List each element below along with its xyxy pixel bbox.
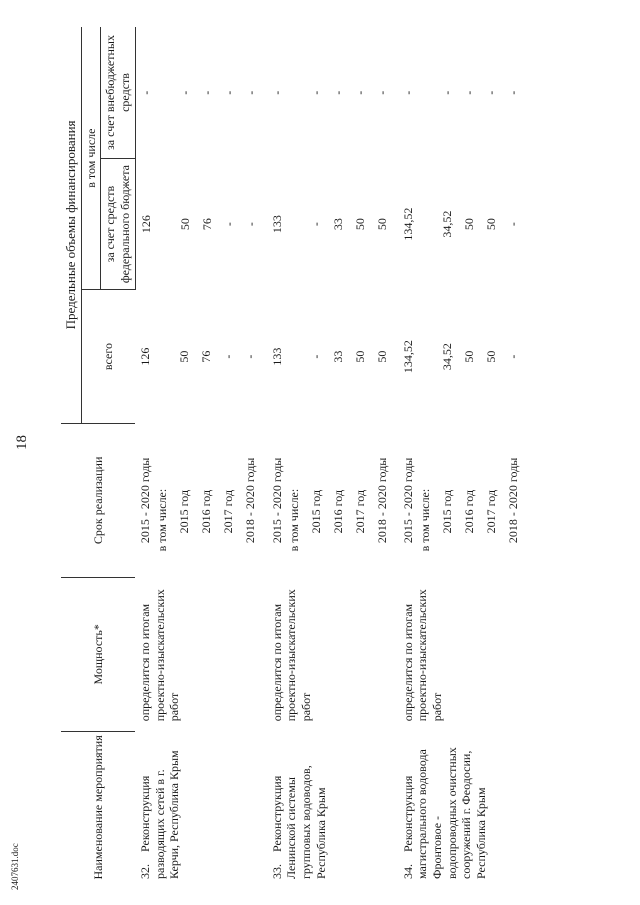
total-value: - bbox=[308, 354, 323, 359]
period-line: 2018 - 2020 годы bbox=[243, 457, 258, 544]
rotated-page-content bbox=[61, 27, 583, 883]
row-capacity-cell bbox=[267, 577, 398, 731]
total-value bbox=[155, 294, 177, 420]
row-federal-cell bbox=[398, 158, 534, 289]
extra-value bbox=[156, 31, 178, 154]
row-number: 34. bbox=[400, 864, 415, 879]
federal-value: 50 bbox=[177, 218, 192, 231]
row-number: 33. bbox=[269, 864, 284, 879]
period-line: 2015 - 2020 годы bbox=[138, 457, 153, 544]
period-line: 2015 год bbox=[177, 489, 192, 534]
federal-value: 126 bbox=[138, 215, 153, 234]
extra-value: - bbox=[199, 90, 214, 95]
federal-value bbox=[287, 162, 309, 285]
total-value: 34,52 bbox=[439, 343, 454, 371]
row-capacity-cell bbox=[398, 577, 534, 731]
period-line: в том числе: bbox=[155, 488, 170, 552]
row-period-cell bbox=[135, 423, 267, 577]
extra-value bbox=[287, 31, 309, 154]
row-number: 32. bbox=[138, 864, 153, 879]
period-line: 2016 год bbox=[461, 489, 476, 534]
federal-value: - bbox=[308, 222, 323, 227]
header-extra-budget: за счет внебюджетных средств bbox=[101, 27, 135, 158]
federal-value: 34,52 bbox=[439, 210, 454, 238]
row-total-cell bbox=[135, 290, 267, 424]
extra-value: - bbox=[374, 90, 389, 95]
row-name-cell bbox=[267, 731, 398, 883]
total-value: 76 bbox=[199, 350, 214, 363]
total-value: - bbox=[221, 354, 236, 359]
period-line: в том числе: bbox=[417, 488, 432, 552]
federal-value: 50 bbox=[374, 218, 389, 231]
federal-value: 50 bbox=[352, 218, 367, 231]
row-total-cell bbox=[398, 290, 534, 424]
row-period-cell bbox=[398, 423, 534, 577]
row-name: Реконструкция Ленинской системы групповых водоводов, Республика Крым bbox=[269, 765, 328, 879]
total-value: 50 bbox=[374, 350, 389, 363]
extra-value: - bbox=[243, 90, 258, 95]
header-including: в том числе bbox=[81, 27, 101, 290]
row-capacity: определится по итогам проектно-изыскательских работ bbox=[138, 589, 182, 722]
financing-table bbox=[61, 27, 534, 883]
header-total: всего bbox=[81, 290, 135, 424]
federal-value: - bbox=[505, 222, 520, 227]
period-line: 2016 год bbox=[330, 489, 345, 534]
total-value: 134,52 bbox=[400, 340, 415, 374]
period-line: 2015 год bbox=[308, 489, 323, 534]
period-line: 2015 год bbox=[439, 489, 454, 534]
federal-value: 50 bbox=[483, 218, 498, 231]
row-extra-cell bbox=[267, 27, 398, 158]
period-line: 2015 - 2020 годы bbox=[269, 457, 284, 544]
extra-value: - bbox=[177, 90, 192, 95]
header-financing-group: Предельные объемы финансирования bbox=[61, 27, 81, 423]
extra-value: - bbox=[221, 90, 236, 95]
extra-value bbox=[418, 31, 440, 154]
total-value: 50 bbox=[352, 350, 367, 363]
period-line: 2017 год bbox=[221, 489, 236, 534]
header-federal: за счет средств федерального бюджета bbox=[101, 158, 135, 289]
table-row bbox=[135, 27, 267, 883]
page-number: 18 bbox=[14, 435, 30, 450]
row-name: Реконструкция магистрального водовода Фронтовое - водопроводных очистных сооружений г. Феодосии, Республика Крым bbox=[400, 747, 488, 879]
extra-value: - bbox=[308, 90, 323, 95]
total-value bbox=[418, 294, 440, 420]
federal-value: 133 bbox=[269, 215, 284, 234]
federal-value: - bbox=[221, 222, 236, 227]
federal-value bbox=[156, 162, 178, 285]
period-line: 2018 - 2020 годы bbox=[374, 457, 389, 544]
total-value bbox=[287, 294, 309, 420]
table-row bbox=[267, 27, 398, 883]
period-line: 2017 год bbox=[352, 489, 367, 534]
extra-value: - bbox=[400, 90, 415, 95]
extra-value: - bbox=[352, 90, 367, 95]
extra-value: - bbox=[330, 90, 345, 95]
extra-value: - bbox=[269, 90, 284, 95]
total-value: 50 bbox=[483, 350, 498, 363]
period-line: 2016 год bbox=[199, 489, 214, 534]
federal-value: - bbox=[243, 222, 258, 227]
total-value: 126 bbox=[138, 347, 153, 366]
row-extra-cell bbox=[398, 27, 534, 158]
row-capacity-cell bbox=[135, 577, 267, 731]
row-extra-cell bbox=[135, 27, 267, 158]
row-federal-cell bbox=[135, 158, 267, 289]
row-name-cell bbox=[398, 731, 534, 883]
federal-value: 76 bbox=[199, 218, 214, 231]
federal-value bbox=[418, 162, 440, 285]
period-line: 2018 - 2020 годы bbox=[505, 457, 520, 544]
period-line: 2017 год bbox=[483, 489, 498, 534]
total-value: 50 bbox=[177, 350, 192, 363]
federal-value: 33 bbox=[330, 218, 345, 231]
extra-value: - bbox=[483, 90, 498, 95]
header-name: Наименование мероприятия bbox=[61, 731, 135, 883]
row-period-cell bbox=[267, 423, 398, 577]
table-row bbox=[398, 27, 534, 883]
row-name: Реконструкция разводящих сетей в г. Керчи, Республика Крым bbox=[138, 750, 182, 879]
row-total-cell bbox=[267, 290, 398, 424]
federal-value: 134,52 bbox=[400, 207, 415, 241]
row-capacity: определится по итогам проектно-изыскательских работ bbox=[269, 589, 313, 722]
row-name-cell bbox=[135, 731, 267, 883]
header-period: Срок реализации bbox=[61, 423, 135, 577]
total-value: 50 bbox=[461, 350, 476, 363]
extra-value: - bbox=[439, 90, 454, 95]
header-capacity: Мощность* bbox=[61, 577, 135, 731]
period-line: в том числе: bbox=[286, 488, 301, 552]
extra-value: - bbox=[461, 90, 476, 95]
total-value: 133 bbox=[269, 347, 284, 366]
federal-value: 50 bbox=[461, 218, 476, 231]
footer-filename: 2407631.doc bbox=[10, 843, 20, 890]
row-federal-cell bbox=[267, 158, 398, 289]
row-capacity: определится по итогам проектно-изыскательских работ bbox=[400, 589, 444, 722]
period-line: 2015 - 2020 годы bbox=[400, 457, 415, 544]
total-value: - bbox=[505, 354, 520, 359]
extra-value: - bbox=[138, 90, 153, 95]
total-value: 33 bbox=[330, 350, 345, 363]
total-value: - bbox=[243, 354, 258, 359]
extra-value: - bbox=[505, 90, 520, 95]
